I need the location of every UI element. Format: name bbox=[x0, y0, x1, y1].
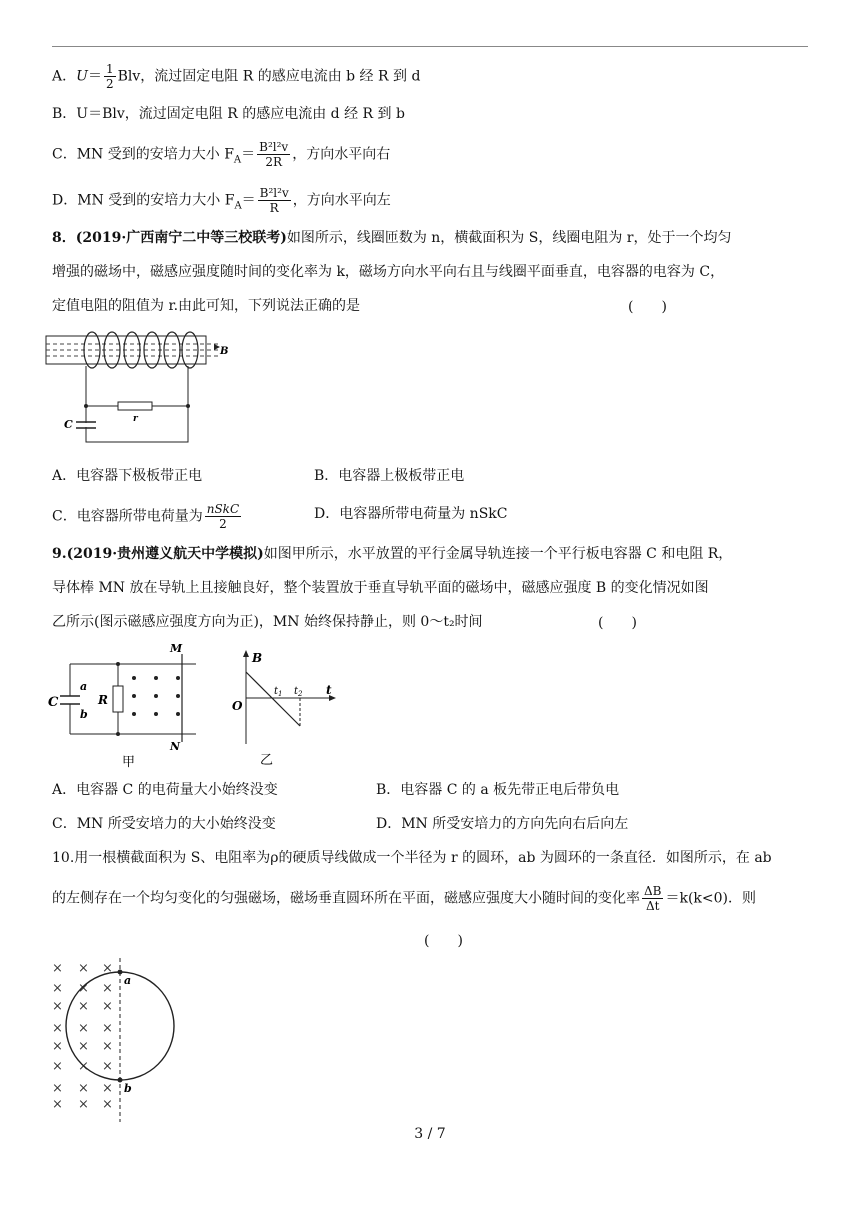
q9-figure-yi-graph bbox=[230, 644, 342, 770]
point-b-label: b bbox=[124, 1082, 132, 1095]
q9-stem-line3: 乙所示(图示磁感应强度方向为正)，MN 始终保持静止，则 0～t₂时间 bbox=[52, 614, 483, 630]
x-mark: × bbox=[102, 1039, 113, 1054]
q9-stem-line2: 导体棒 MN 放在导轨上且接触良好，整个装置放于垂直导轨平面的磁场中，磁感应强度 B 的变化情况如图 bbox=[52, 580, 709, 596]
x-mark: × bbox=[78, 1039, 89, 1054]
q9-option-a: A．电容器 C 的电荷量大小始终没变 bbox=[52, 782, 278, 798]
rod-n-label: N bbox=[170, 740, 181, 753]
q8-option-c: C．电容器所带电荷量为 $\frac{\text{nSkC}}{2}$ bbox=[52, 502, 240, 531]
axis-b-label: B bbox=[252, 651, 263, 665]
x-mark: × bbox=[52, 961, 63, 976]
plate-a-label: a bbox=[80, 680, 88, 693]
fraction: $\frac{\text{B²l²v}}{R}$ bbox=[259, 186, 289, 215]
q10-stem-line1: 10.用一根横截面积为 S、电阻率为ρ的硬质导线做成一个半径为 r 的圆环，ab 为圆环的一条直径．如图所示，在 ab bbox=[52, 850, 772, 866]
plate-b-label: b bbox=[80, 708, 88, 721]
fraction: $\frac{\text{nSkC}}{2}$ bbox=[206, 502, 240, 531]
figure-yi-label: 乙 bbox=[260, 753, 274, 768]
q8-coil-circuit-figure bbox=[40, 322, 240, 452]
q9-option-b: B．电容器 C 的 a 板先带正电后带负电 bbox=[376, 782, 620, 798]
rod-m-label: M bbox=[170, 642, 183, 655]
q8-option-b: B．电容器上极板带正电 bbox=[314, 468, 465, 484]
x-mark: × bbox=[78, 999, 89, 1014]
axis-t-label: t bbox=[326, 683, 332, 697]
q9-option-d: D．MN 所受安培力的方向先向右后向左 bbox=[376, 816, 629, 832]
q7-option-a: A．U＝ $\frac{1}{2}$ Blv，流过固定电阻 R 的感应电流由 b 经 R 到 d bbox=[52, 62, 421, 91]
q10-stem-line2: 的左侧存在一个均匀变化的匀强磁场，磁场垂直圆环所在平面，磁感应强度大小随时间的变化率 $\frac{\Delta B}{\Delta t}$ ＝k(k<0)．则 bbox=[52, 884, 757, 913]
q8-stem-line1: 8．(2019·广西南宁二中等三校联考)如图所示，线圈匝数为 n，横截面积为 S，线圈电阻为 r，处于一个均匀 bbox=[52, 230, 732, 246]
x-mark: × bbox=[102, 981, 113, 996]
figure-jia-label: 甲 bbox=[122, 755, 136, 770]
x-mark: × bbox=[52, 981, 63, 996]
x-mark: × bbox=[102, 1081, 113, 1096]
x-mark: × bbox=[78, 1097, 89, 1112]
page-number: 3 / 7 bbox=[414, 1126, 446, 1142]
x-mark: × bbox=[102, 999, 113, 1014]
x-mark: × bbox=[102, 1097, 113, 1112]
x-mark: × bbox=[52, 1081, 63, 1096]
t1-label: $t_1$ bbox=[274, 686, 283, 698]
q8-option-a: A．电容器下极板带正电 bbox=[52, 468, 203, 484]
c-label: C bbox=[64, 418, 73, 431]
fraction: $\frac{1}{2}$ bbox=[105, 62, 114, 91]
x-mark: × bbox=[78, 1081, 89, 1096]
x-mark: × bbox=[52, 1021, 63, 1036]
header-rule bbox=[52, 46, 808, 47]
q7-option-b: B．U＝Blv，流过固定电阻 R 的感应电流由 d 经 R 到 b bbox=[52, 106, 405, 122]
q9-figure-jia bbox=[40, 640, 210, 770]
answer-blank: ( ) bbox=[598, 615, 637, 631]
q9-option-c: C．MN 所受安培力的大小始终没变 bbox=[52, 816, 276, 832]
q7-option-c: C．MN 受到的安培力大小 $F_A=$ $\frac{\text{B²l²v}}{2R}$ ，方向水平向右 bbox=[52, 140, 391, 169]
x-mark: × bbox=[78, 1021, 89, 1036]
b-field-label: B bbox=[220, 346, 229, 357]
x-mark: × bbox=[102, 1059, 113, 1074]
x-mark: × bbox=[52, 1097, 63, 1112]
t2-label: $t_2$ bbox=[294, 686, 303, 698]
fraction: $\frac{\text{B²l²v}}{2R}$ bbox=[259, 140, 289, 169]
x-mark: × bbox=[78, 1059, 89, 1074]
origin-label: O bbox=[232, 699, 243, 713]
q8-stem-line3: 定值电阻的阻值为 r.由此可知，下列说法正确的是 bbox=[52, 298, 361, 314]
q7-option-d: D．MN 受到的安培力大小 $F_A=$ $\frac{\text{B²l²v}}{R}$ ，方向水平向左 bbox=[52, 186, 391, 215]
x-mark: × bbox=[102, 961, 113, 976]
q9-stem-line1: 9.(2019·贵州遵义航天中学模拟)如图甲所示，水平放置的平行金属导轨连接一个平行板电容器 C 和电阻 R， bbox=[52, 546, 733, 562]
q8-stem-line2: 增强的磁场中，磁感应强度随时间的变化率为 k，磁场方向水平向右且与线圈平面垂直，电容器的电容为 C， bbox=[52, 264, 725, 280]
point-a-label: a bbox=[124, 974, 132, 987]
answer-blank: ( ) bbox=[628, 299, 667, 315]
r-label: r bbox=[133, 414, 138, 424]
x-mark: × bbox=[78, 981, 89, 996]
answer-blank: ( ) bbox=[424, 933, 463, 949]
q10-ring-figure bbox=[44, 956, 194, 1126]
x-mark: × bbox=[52, 999, 63, 1014]
resistor-r-label: R bbox=[98, 693, 108, 707]
fraction: $\frac{\Delta B}{\Delta t}$ bbox=[644, 884, 662, 913]
q8-option-d: D．电容器所带电荷量为 nSkC bbox=[314, 506, 508, 522]
x-mark: × bbox=[78, 961, 89, 976]
x-mark: × bbox=[52, 1039, 63, 1054]
x-mark: × bbox=[52, 1059, 63, 1074]
capacitor-c-label: C bbox=[48, 695, 59, 710]
x-mark: × bbox=[102, 1021, 113, 1036]
